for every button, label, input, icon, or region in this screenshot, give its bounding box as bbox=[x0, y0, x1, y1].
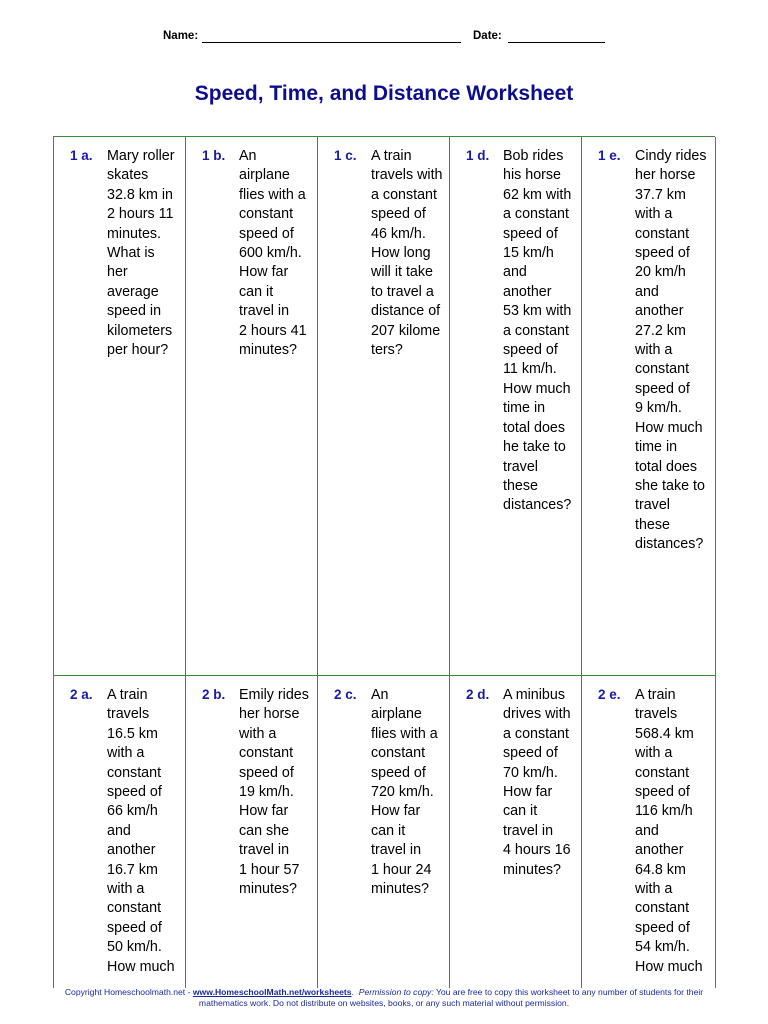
worksheet-title: Speed, Time, and Distance Worksheet bbox=[194, 82, 574, 105]
problem-cell-1b bbox=[186, 137, 318, 676]
problem-text: Bob rides his horse 62 km with a constant speed of 15 km/h and another 53 km with a constant speed of 11 km/h. How much time in total does he take to travel these distances? bbox=[503, 148, 572, 514]
problem-number: 1 a. bbox=[70, 148, 93, 163]
problem-cell-2a bbox=[54, 676, 186, 988]
footer-permission-label: Permission to copy: bbox=[358, 987, 434, 997]
problem-row-2 bbox=[54, 676, 716, 988]
footer-worksheets-link[interactable]: www.HomeschoolMath.net/worksheets bbox=[192, 987, 352, 997]
problem-number: 2 a. bbox=[70, 687, 93, 702]
problem-number: 2 d. bbox=[466, 687, 490, 702]
problem-text: A train travels with a constant speed of 46 km/h. How long will it take to travel a distance of 207 kilome ters? bbox=[371, 148, 443, 359]
problem-text: A minibus drives with a constant speed of 70 km/h. How far can it travel in 4 hours 16 minutes? bbox=[503, 687, 571, 878]
problem-cell-2c bbox=[318, 676, 450, 988]
problem-text: Cindy rides her horse 37.7 km with a constant speed of 20 km/h and another 27.2 km with a constant speed of 9 km/h. How much time in total does she take to travel these distances? bbox=[635, 148, 707, 553]
footer: Copyright Homeschoolmath.net - www.HomeschoolMath.net/worksheets. Permission to copy: You are free to copy this worksheet to any number of students for their mathematics work. Do not distribute on websites, books, or any such material without permission. bbox=[64, 987, 704, 1008]
problem-text: An airplane flies with a constant speed of 720 km/h. How far can it travel in 1 hour 24 minutes? bbox=[371, 687, 438, 898]
problem-cell-2b bbox=[186, 676, 318, 988]
problem-cell-2d bbox=[450, 676, 582, 988]
name-blank-line bbox=[202, 42, 461, 43]
problem-number: 1 d. bbox=[466, 148, 490, 163]
problem-number: 2 c. bbox=[334, 687, 357, 702]
problem-text: A train travels 16.5 km with a constant speed of 66 km/h and another 16.7 km with a constant speed of 50 km/h. How much bbox=[107, 687, 175, 975]
problem-number: 1 e. bbox=[598, 148, 621, 163]
problem-number: 2 b. bbox=[202, 687, 226, 702]
problem-cell-2e bbox=[582, 676, 716, 988]
date-blank-line bbox=[508, 42, 605, 43]
problem-grid bbox=[53, 136, 715, 988]
problem-text: Mary roller skates 32.8 km in 2 hours 11 minutes. What is her average speed in kilometers per hour? bbox=[107, 148, 175, 359]
problem-cell-1e bbox=[582, 137, 716, 676]
problem-text: A train travels 568.4 km with a constant speed of 116 km/h and another 64.8 km with a constant speed of 54 km/h. How much bbox=[635, 687, 703, 975]
problem-cell-1a bbox=[54, 137, 186, 676]
footer-permission-text: You are free to copy this worksheet to any number of students for their mathematics work. Do not distribute on websites, books, or any such material without permission. bbox=[198, 987, 704, 1008]
date-label: Date: bbox=[473, 30, 502, 42]
problem-number: 2 e. bbox=[598, 687, 621, 702]
name-label: Name: bbox=[163, 30, 199, 42]
problem-number: 1 c. bbox=[334, 148, 357, 163]
problem-cell-1c bbox=[318, 137, 450, 676]
problem-number: 1 b. bbox=[202, 148, 226, 163]
problem-text: Emily rides her horse with a constant speed of 19 km/h. How far can she travel in 1 hour 57 minutes? bbox=[239, 687, 309, 898]
problem-text: An airplane flies with a constant speed of 600 km/h. How far can it travel in 2 hours 41 minutes? bbox=[239, 148, 307, 359]
footer-copyright: Copyright Homeschoolmath.net - bbox=[64, 987, 193, 997]
problem-cell-1d bbox=[450, 137, 582, 676]
problem-row-1 bbox=[54, 137, 716, 676]
